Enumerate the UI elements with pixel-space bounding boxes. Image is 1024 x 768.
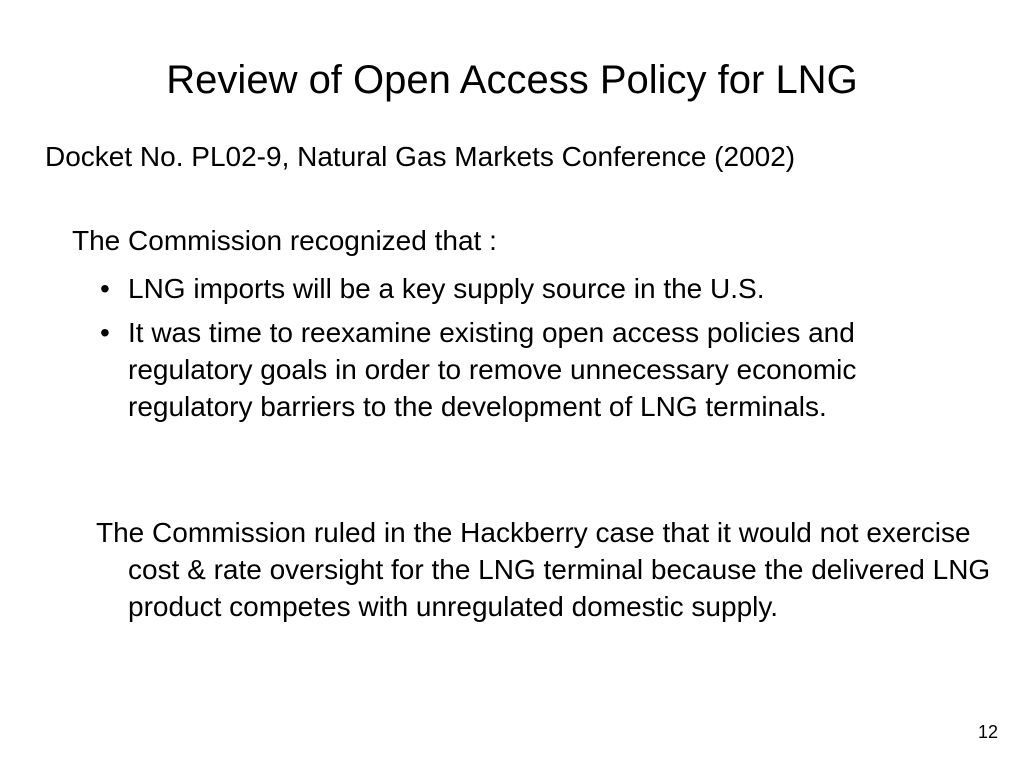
bullet-text: LNG imports will be a key supply source in the U.S. [128,273,765,304]
slide-title: Review of Open Access Policy for LNG [166,58,858,102]
docket-subtitle: Docket No. PL02-9, Natural Gas Markets Conference (2002) [45,141,796,172]
bullet-item [100,314,980,425]
bullet-list [100,270,980,432]
intro-text: The Commission recognized that : [72,225,497,256]
bullet-item [100,270,980,307]
page-number: 12 [977,722,998,742]
ruling-paragraph: The Commission ruled in the Hackberry case that it would not exercise cost & rate oversight for the LNG terminal because the delivered LNG product competes with unregulated domestic supply. [96,517,991,622]
bullet-icon: • [100,317,110,348]
bullet-icon: • [100,273,110,304]
bullet-text: It was time to reexamine existing open access policies and regulatory goals in order to remove unnecessary economic regulatory barriers to the development of LNG terminals. [128,317,857,422]
